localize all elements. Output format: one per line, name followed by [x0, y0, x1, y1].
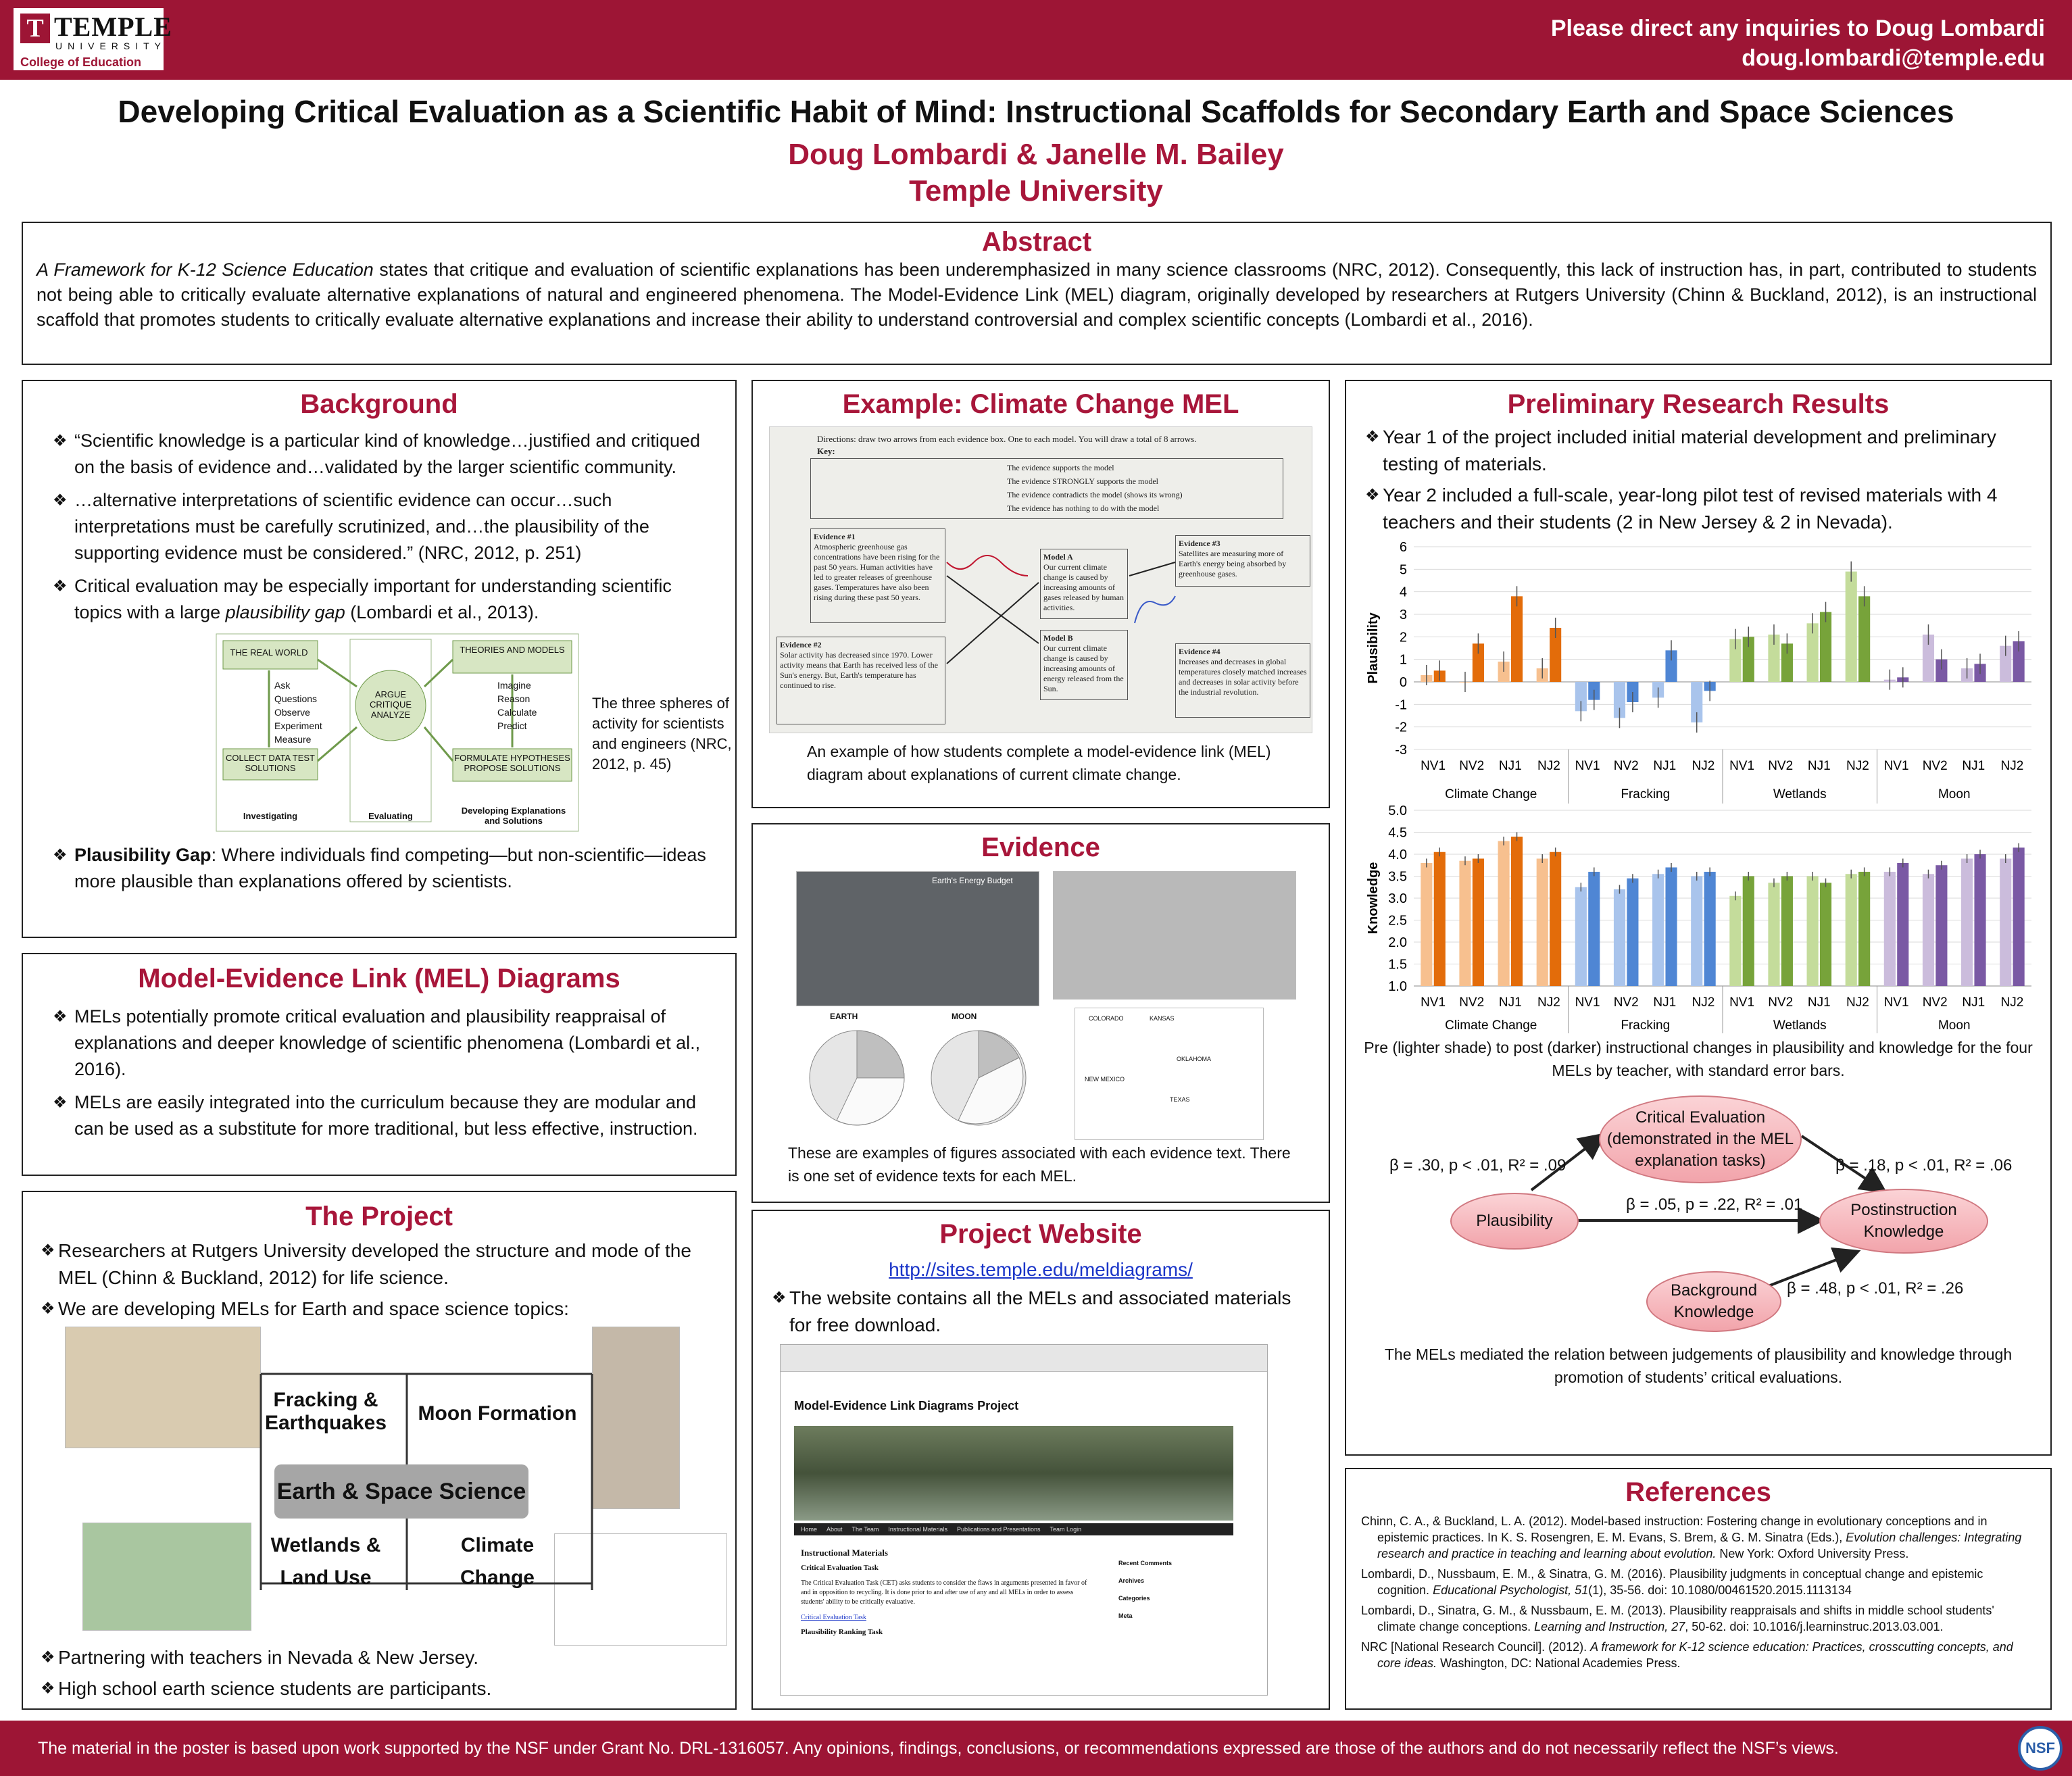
background-bullet: [38, 573, 720, 626]
ws-directions: Directions: draw two arrows from each evidence box. One to each model. You will draw a total of 8 arrows.: [817, 434, 1197, 444]
bar-post: [1743, 877, 1754, 987]
y-tick-label: 4: [1399, 585, 1407, 600]
topic-climate: Climate Change: [460, 1534, 535, 1589]
path-post-knowledge: Postinstruction Knowledge: [1819, 1189, 1988, 1254]
y-tick-label: 2: [1399, 630, 1407, 645]
bar-post: [1434, 852, 1446, 986]
x-tick-label: NJ2: [1537, 759, 1560, 773]
ws-key: Key:: [817, 446, 835, 456]
footer-text: The material in the poster is based upon work supported by the NSF under Grant No. DRL-1316057. Any opinions, findings, conclusions, or recommendations expressed are those of the authors and do not necessarily reflect the NSF’s views.: [38, 1739, 1839, 1758]
group-label: Climate Change: [1445, 1018, 1537, 1033]
bullet-text: (Lombardi et al., 2013).: [345, 602, 539, 622]
y-tick-label: 6: [1399, 540, 1407, 555]
ws-title: Evidence #2: [780, 640, 822, 649]
ref-text: Lombardi, D., Sinatra, G. M., & Nussbaum, E. M. (2013). Plausibility reappraisals and shifts in middle school students' climate change conceptions.: [1361, 1604, 1994, 1633]
ref-text: (1), 35-56. doi: 10.1080/00461520.2015.1113134: [1588, 1583, 1852, 1597]
map-state: COLORADO: [1089, 1015, 1124, 1022]
x-tick-label: NV1: [1729, 995, 1755, 1010]
y-tick-label: 2.5: [1388, 913, 1407, 929]
bar-post: [1820, 612, 1831, 682]
website-heading: Project Website: [939, 1219, 1142, 1249]
ws-title: Evidence #1: [814, 532, 856, 541]
spheres-caption: The three spheres of activity for scientists and engineers (NRC, 2012, p. 45): [592, 695, 732, 772]
website-bullet: ❖ The website contains all the MELs and associated materials for free download.: [769, 1285, 1312, 1339]
affiliation: Temple University: [909, 174, 1163, 207]
site-sidebar: [1118, 1554, 1227, 1625]
logo-name: TEMPLE: [54, 11, 172, 42]
ws-text: Solar activity has decreased since 1970. Lower activity means that Earth has received less of the Sun's energy. But, Earth's temperature has continued to rise.: [780, 650, 938, 690]
nav-item[interactable]: Team Login: [1050, 1526, 1082, 1533]
evidence-panel: [751, 823, 1330, 1203]
group-label: Moon: [1938, 787, 1971, 801]
author-block: [0, 137, 2072, 209]
diagram-right-list: Imagine Reason Calculate Predict: [497, 680, 537, 731]
diagram-formulate: FORMULATE HYPOTHESES PROPOSE SOLUTIONS: [454, 753, 570, 773]
bullet-strong: Plausibility Gap: [74, 845, 212, 865]
bar-post: [1511, 596, 1523, 682]
site-title: Model-Evidence Link Diagrams Project: [794, 1399, 1019, 1412]
bar-post: [1820, 883, 1831, 986]
x-tick-label: NV1: [1421, 759, 1446, 773]
x-tick-label: NV2: [1613, 995, 1639, 1010]
inquiry-contact: [1551, 14, 2045, 73]
bar-pre: [1807, 877, 1819, 987]
logo-college: College of Education: [20, 55, 142, 69]
site-content: [801, 1548, 1098, 1636]
bar-pre: [1652, 874, 1664, 986]
sidebar-item: Meta: [1118, 1612, 1133, 1619]
bar-post: [2013, 847, 2025, 986]
bar-pre: [1846, 572, 1857, 682]
x-tick-label: NJ2: [1846, 759, 1869, 773]
ws-text: Satellites are measuring more of Earth's energy being absorbed by greenhouse gases.: [1179, 549, 1287, 578]
bar-pre: [1884, 872, 1896, 986]
results-panel: [1345, 380, 2052, 1456]
bar-pre: [1459, 861, 1471, 986]
y-tick-label: 4.0: [1388, 847, 1407, 862]
x-tick-label: NJ2: [1692, 995, 1715, 1010]
site-hero-image: [794, 1426, 1233, 1521]
site-link[interactable]: Critical Evaluation Task: [801, 1614, 866, 1621]
website-link[interactable]: http://sites.temple.edu/meldiagrams/: [889, 1259, 1193, 1280]
ref-text: , 50-62. doi: 10.1016/j.learninstruc.2013.03.001.: [1685, 1620, 1944, 1633]
bar-pre: [1614, 889, 1625, 986]
x-tick-label: NJ1: [1653, 995, 1677, 1010]
y-tick-label: 4.5: [1388, 825, 1407, 841]
bar-post: [1935, 865, 1947, 986]
x-tick-label: NV1: [1883, 759, 1909, 773]
website-screenshot: [780, 1344, 1268, 1696]
x-tick-label: NV1: [1575, 759, 1600, 773]
background-bullet: ❖ …alternative interpretations of scientific evidence can occur…such interpretations must be carefully scrutinized, and…the plausibility of the supporting evidence must be considered.” (NRC, 2012, p. 251): [38, 487, 720, 566]
x-tick-label: NJ1: [1498, 995, 1522, 1010]
results-bullet: ❖ Year 1 of the project included initial material development and preliminary testing of materials.: [1362, 424, 2034, 478]
y-tick-label: 1.0: [1388, 979, 1407, 994]
energy-title: Earth's Energy Budget: [932, 876, 1013, 885]
bar-post: [1974, 854, 1985, 986]
project-bullet: ❖ Researchers at Rutgers University developed the structure and mode of the MEL (Chinn & Buckland, 2012) for life science.: [38, 1237, 720, 1291]
earth-label: EARTH: [830, 1012, 858, 1021]
x-tick-label: NJ2: [2000, 759, 2024, 773]
bar-pre: [2000, 859, 2011, 987]
x-tick-label: NV2: [1613, 759, 1639, 773]
topic-center: Earth & Space Science: [274, 1464, 528, 1519]
ref-text: New York: Oxford University Press.: [1716, 1547, 1909, 1560]
x-tick-label: NV2: [1922, 995, 1948, 1010]
logo-sub: UNIVERSITY: [55, 41, 167, 51]
results-heading: Preliminary Research Results: [1507, 389, 1890, 419]
group-label: Moon: [1938, 1018, 1971, 1033]
beta-label: β = .48, p < .01, R² = .26: [1787, 1279, 1964, 1298]
group-label: Wetlands: [1773, 1018, 1827, 1033]
website-panel: [751, 1210, 1330, 1710]
bar-post: [1511, 837, 1523, 986]
ws-arrows: [770, 427, 1312, 733]
y-tick-label: 5: [1399, 562, 1407, 578]
group-label: Fracking: [1621, 787, 1671, 801]
background-panel: [22, 380, 737, 938]
project-bullet: ❖ Partnering with teachers in Nevada & New Jersey.: [38, 1644, 720, 1671]
bar-post: [1473, 859, 1484, 987]
references-panel: [1345, 1468, 2052, 1710]
bar-post: [1665, 868, 1677, 987]
evidence-figures: [769, 868, 1312, 1141]
bar-post: [1550, 852, 1561, 986]
beta-label: β = .30, p < .01, R² = .09: [1389, 1156, 1567, 1175]
y-tick-label: 2.0: [1388, 935, 1407, 950]
ws-text: Our current climate change is caused by increasing amounts of gases released by human activities.: [1043, 562, 1124, 612]
topic-fracking: Fracking & Earthquakes: [264, 1389, 387, 1434]
y-tick-label: 1.5: [1388, 957, 1407, 972]
x-tick-label: NJ1: [1962, 759, 1985, 773]
nav-item[interactable]: The Team: [852, 1526, 879, 1533]
plausibility-chart: [1362, 540, 2038, 804]
ref-text: Washington, DC: National Academies Press.: [1437, 1656, 1681, 1670]
spheres-figure: [38, 633, 732, 835]
x-tick-label: NJ1: [1962, 995, 1985, 1010]
bar-pre: [1575, 887, 1587, 986]
mel-worksheet: [769, 426, 1312, 733]
chart-caption: Pre (lighter shade) to post (darker) instructional changes in plausibility and knowledge for the four MELs by teacher, with standard error bars.: [1364, 1039, 2033, 1079]
y-tick-label: 1: [1399, 652, 1407, 668]
bullet-text: : Where individuals find competing—but non-scientific—ideas more plausible than explanations offered by scientists.: [74, 845, 706, 891]
sidebar-item: Recent Comments: [1118, 1560, 1173, 1567]
x-tick-label: NJ2: [1846, 995, 1869, 1010]
topic-moon: Moon Formation: [418, 1402, 577, 1425]
spheres-diagram: [215, 633, 580, 833]
x-tick-label: NV1: [1421, 995, 1446, 1010]
beta-label: β = .18, p < .01, R² = .06: [1835, 1156, 2013, 1175]
example-panel: [751, 380, 1330, 808]
diagram-evaluating: Evaluating: [368, 811, 413, 821]
x-tick-label: NV2: [1459, 995, 1485, 1010]
bar-pre: [1691, 877, 1702, 987]
map-state: TEXAS: [1170, 1096, 1190, 1103]
bar-post: [1897, 863, 1908, 986]
background-bullet: [38, 842, 720, 895]
x-tick-label: NJ2: [1537, 995, 1560, 1010]
sidebar-item: Archives: [1118, 1577, 1145, 1584]
ws-key-item: The evidence supports the model: [1007, 463, 1114, 472]
bar-pre: [1923, 874, 1934, 986]
ref-italic: A framework for K-12 science education: Practices, crosscutting concepts, and core ideas.: [1377, 1640, 2013, 1670]
mel-bullet: ❖ MELs potentially promote critical evaluation and plausibility reappraisal of explanations and deeper knowledge of scientific phenomena (Lombardi et al., 2016).: [38, 1004, 720, 1083]
mel-panel: [22, 953, 737, 1176]
y-tick-label: 3.5: [1388, 869, 1407, 885]
knowledge-chart: [1362, 804, 2038, 1033]
beta-label: β = .05, p = .22, R² = .01: [1626, 1195, 1803, 1214]
ref-text: Chinn, C. A., & Buckland, L. A. (2012). Model-based instruction: Fostering change in evolutionary conceptions and in epistemic practices. In K. S. Rosengren, E. M. Evans, S. Brem, & G. M. Sinatra (Eds.),: [1361, 1514, 1988, 1544]
ref-text: Lombardi, D., Nussbaum, E. M., & Sinatra, G. M. (2016). Plausibility judgments in conceptual change and epistemic cognition.: [1361, 1567, 1983, 1597]
abstract-italic: A Framework for K-12 Science Education: [36, 260, 374, 280]
reference-item: [1361, 1513, 2036, 1562]
reference-item: [1361, 1639, 2036, 1671]
bar-post: [1781, 877, 1793, 987]
ref-italic: Educational Psychologist, 51: [1433, 1583, 1589, 1597]
topics-figure: [38, 1327, 720, 1644]
y-tick-label: 5.0: [1388, 804, 1407, 818]
bullet-text: Critical evaluation may be especially important for understanding scientific topics with a large: [74, 576, 672, 622]
path-plausibility: Plausibility: [1450, 1193, 1579, 1250]
composition-pies: [796, 1010, 1039, 1139]
reference-item: [1361, 1602, 2036, 1635]
evidence-caption: These are examples of figures associated with each evidence text. There is one set of evidence texts for each MEL.: [788, 1144, 1291, 1185]
ws-title: Model B: [1043, 633, 1073, 643]
bar-post: [1704, 872, 1716, 986]
ws-key-item: The evidence contradicts the model (shows its wrong): [1007, 490, 1183, 499]
ws-key-item: The evidence STRONGLY supports the model: [1007, 476, 1158, 486]
sidebar-item: Categories: [1118, 1595, 1150, 1602]
site-section: Instructional Materials: [801, 1548, 888, 1558]
project-heading: The Project: [305, 1202, 453, 1231]
diagram-investigating: Investigating: [243, 811, 298, 821]
x-tick-label: NV1: [1729, 759, 1755, 773]
project-bullet: ❖ We are developing MELs for Earth and space science topics:: [38, 1296, 720, 1323]
composition-figure: [796, 1010, 1039, 1139]
site-sub: Critical Evaluation Task: [801, 1564, 879, 1572]
browser-bar: [781, 1345, 1267, 1372]
abstract-panel: [22, 222, 2052, 365]
footer: [0, 1721, 2072, 1776]
moon-label: MOON: [952, 1012, 977, 1021]
background-bullet: ❖ “Scientific knowledge is a particular kind of knowledge…justified and critiqued on the basis of evidence and…validated by the larger scientific community.: [38, 428, 720, 480]
y-axis-label: Knowledge: [1366, 862, 1381, 935]
diagram-developing: Developing Explanations and Solutions: [461, 806, 566, 826]
bar-post: [1588, 872, 1600, 986]
y-tick-label: -3: [1395, 743, 1407, 758]
x-tick-label: NV2: [1768, 759, 1794, 773]
mel-heading: Model-Evidence Link (MEL) Diagrams: [138, 964, 620, 993]
ws-key-item: The evidence has nothing to do with the model: [1007, 503, 1160, 513]
x-tick-label: NJ1: [1498, 759, 1522, 773]
bar-post: [1627, 879, 1638, 986]
background-heading: Background: [300, 389, 458, 419]
energy-budget-figure: [796, 871, 1039, 1006]
ws-title: Evidence #4: [1179, 647, 1220, 656]
bar-pre: [1421, 863, 1432, 986]
bar-pre: [1961, 859, 1973, 987]
diagram-collect: COLLECT DATA TEST SOLUTIONS: [226, 753, 315, 773]
x-tick-label: NV2: [1459, 759, 1485, 773]
poster-title: Developing Critical Evaluation as a Scientific Habit of Mind: Instructional Scaffolds for Secondary Earth and Space Sciences: [118, 94, 1954, 129]
ref-italic: Evolution challenges: Integrating research and practice in teaching and learning about evolution.: [1377, 1531, 2022, 1560]
y-tick-label: 3.0: [1388, 891, 1407, 906]
ws-title: Evidence #3: [1179, 539, 1220, 548]
x-tick-label: NV1: [1883, 995, 1909, 1010]
path-caption: The MELs mediated the relation between judgements of plausibility and knowledge through promotion of students’ critical evaluations.: [1384, 1346, 2013, 1386]
temple-logo: [12, 7, 172, 72]
path-model: [1362, 1095, 2034, 1352]
project-panel: [22, 1191, 737, 1710]
mel-bullet: ❖ MELs are easily integrated into the curriculum because they are modular and can be used as a substitute for more traditional, but less effective, instruction.: [38, 1089, 720, 1142]
nsf-logo: NSF: [2018, 1726, 2063, 1771]
nav-item[interactable]: Home: [801, 1526, 818, 1533]
x-tick-label: NJ1: [1653, 759, 1677, 773]
evidence-heading: Evidence: [981, 833, 1100, 862]
example-heading: Example: Climate Change MEL: [842, 389, 1239, 419]
header-banner: [0, 0, 2072, 80]
site-nav: [794, 1523, 1233, 1535]
temple-t-icon: T: [20, 14, 50, 43]
diagram-left-list: Ask Questions Observe Experiment Measure: [274, 680, 322, 745]
x-tick-label: NJ2: [2000, 995, 2024, 1010]
project-bullet: ❖ High school earth science students are participants.: [38, 1675, 720, 1702]
bar-pre: [1537, 859, 1548, 987]
group-label: Climate Change: [1445, 787, 1537, 801]
bar-post: [1858, 596, 1870, 682]
reference-item: [1361, 1566, 2036, 1598]
x-tick-label: NV1: [1575, 995, 1600, 1010]
diagram-real-world: THE REAL WORLD: [230, 647, 308, 658]
map-state: OKLAHOMA: [1177, 1056, 1212, 1062]
inquiry-line: Please direct any inquiries to Doug Lombardi: [1550, 16, 2045, 41]
x-tick-label: NV2: [1768, 995, 1794, 1010]
bar-pre: [1498, 841, 1510, 987]
x-tick-label: NV2: [1922, 759, 1948, 773]
inquiry-email[interactable]: doug.lombardi@temple.edu: [1742, 45, 2045, 71]
ws-text: Increases and decreases in global temperatures closely matched increases and decreases in solar activity before the industrial revolution.: [1179, 657, 1307, 697]
x-tick-label: NJ2: [1692, 759, 1715, 773]
nav-item[interactable]: About: [827, 1526, 843, 1533]
results-bullet: ❖ Year 2 included a full-scale, year-long pilot test of revised materials with 4 teachers and their students (2 in New Jersey & 2 in Nevada).: [1362, 482, 2034, 536]
site-body: The Critical Evaluation Task (CET) asks students to consider the flaws in arguments presented in favor of and in opposition to recycling. It is done prior to and after use of any and all MELs in order to assess students' ability to be critically evaluative.: [801, 1579, 1087, 1606]
map-state: NEW MEXICO: [1085, 1076, 1125, 1083]
bar-pre: [1768, 883, 1779, 986]
nav-item[interactable]: Publications and Presentations: [956, 1526, 1041, 1533]
x-tick-label: NJ1: [1807, 759, 1831, 773]
x-tick-label: NJ1: [1807, 995, 1831, 1010]
group-label: Wetlands: [1773, 787, 1827, 801]
diagram-theories: THEORIES AND MODELS: [460, 645, 565, 655]
ws-text: Atmospheric greenhouse gas concentrations have been rising for the past 50 years. Human activities have led to greater releases of greenhouse gases. Temperatures have also been rising during these past 50 years.: [814, 542, 940, 602]
y-tick-label: -2: [1395, 720, 1407, 735]
diagram-argue: ARGUE CRITIQUE ANALYZE: [369, 689, 412, 720]
bar-post: [1858, 872, 1870, 986]
wetlands-figure: [1053, 871, 1296, 1000]
path-background-knowledge: Background Knowledge: [1646, 1271, 1781, 1332]
y-tick-label: -1: [1395, 697, 1407, 713]
example-caption: An example of how students complete a model-evidence link (MEL) diagram about explanations of current climate change.: [807, 743, 1271, 783]
abstract-text: [36, 257, 2037, 332]
bullet-italic: plausibility gap: [225, 602, 345, 622]
ref-italic: Learning and Instruction, 27: [1534, 1620, 1685, 1633]
topic-wetlands: Wetlands & Land Use: [270, 1534, 381, 1589]
y-axis-label: Plausibility: [1366, 612, 1381, 684]
y-tick-label: 0: [1399, 675, 1407, 690]
group-label: Fracking: [1621, 1018, 1671, 1033]
abstract-body: states that critique and evaluation of scientific explanations has been underemphasized in many science classrooms (NRC, 2012). Consequently, this lack of instruction has, in part, contributed to students not being able to critically evaluate alternative explanations of natural and engineered phenomena. The Model-Evidence Link (MEL) diagram, originally developed by researchers at Rutgers University (Chinn & Buckland, 2012), is an instructional scaffold that promotes students to critically evaluate alternative explanations and increase their ability to understand controversial and complex scientific concepts (Lombardi et al., 2016).: [36, 260, 2037, 330]
ws-title: Model A: [1043, 552, 1073, 562]
ref-text: NRC [National Research Council]. (2012).: [1361, 1640, 1591, 1654]
ws-text: Our current climate change is caused by increasing amounts of energy released from the Sun.: [1043, 643, 1124, 693]
y-tick-label: 3: [1399, 608, 1407, 622]
abstract-heading: Abstract: [981, 227, 1092, 257]
earthquake-map: [1075, 1008, 1264, 1140]
authors: Doug Lombardi & Janelle M. Bailey: [788, 138, 1284, 171]
bar-pre: [1729, 896, 1741, 986]
map-state: KANSAS: [1150, 1015, 1175, 1022]
bar-pre: [1846, 874, 1857, 986]
path-critical-evaluation: Critical Evaluation (demonstrated in the MEL explanation tasks): [1599, 1095, 1802, 1183]
nav-item[interactable]: Instructional Materials: [888, 1526, 947, 1533]
references-heading: References: [1625, 1477, 1771, 1507]
site-sub: Plausibility Ranking Task: [801, 1628, 883, 1636]
